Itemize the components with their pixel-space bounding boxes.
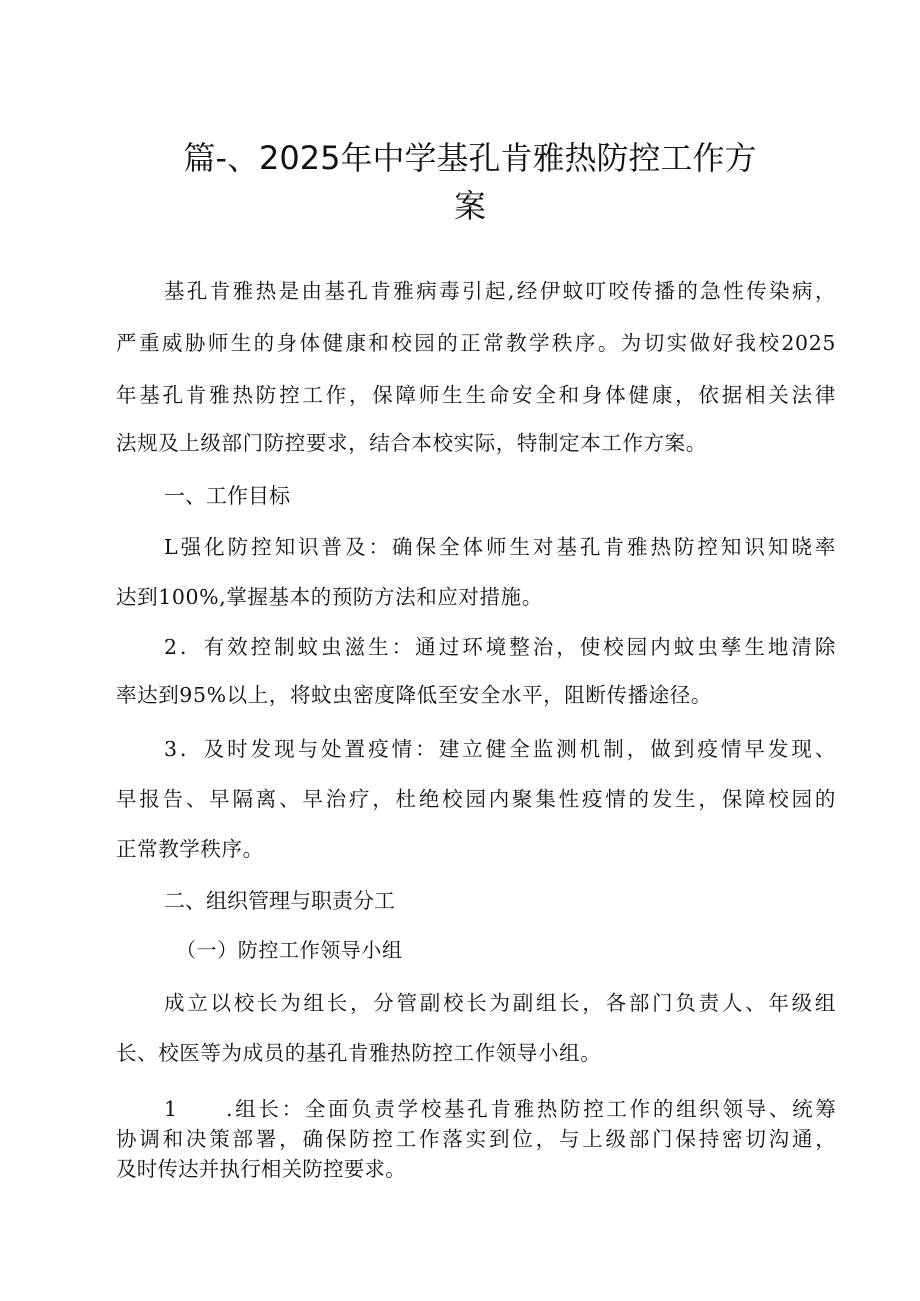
section-heading-goals: 一、工作目标 [164,484,290,508]
leader-line-3: 及时传达并执行相关防控要求。 [116,1157,406,1181]
intro-line-4: 法规及上级部门防控要求，结合本校实际，特制定本工作方案。 [116,431,707,455]
goal2-line-2: 率达到95%以上，将蚊虫密度降低至安全水平，阻断传播途径。 [116,683,712,707]
intro-line-1: 基孔肯雅热是由基孔肯雅病毒引起,经伊蚊叮咬传播的急性传染病， [164,279,836,303]
goal2-line-1: 2．有效控制蚊虫滋生：通过环境整治，使校园内蚊虫孳生地清除 [164,635,836,659]
document-title-line1: 篇-、2025年中学基孔肯雅热防控工作方 [183,139,757,177]
document-title-line2: 案 [453,187,486,225]
subsection-heading-leading-group: （一）防控工作领导小组 [176,938,403,962]
leader-item-number: 1 [164,1097,178,1121]
group-desc-line-2: 长、校医等为成员的基孔肯雅热防控工作领导小组。 [116,1041,602,1065]
goal3-line-1: 3．及时发现与处置疫情：建立健全监测机制，做到疫情早发现、 [164,737,836,761]
intro-line-3: 年基孔肯雅热防控工作，保障师生生命安全和身体健康，依据相关法律 [116,383,836,407]
leader-line-2: 协调和决策部署，确保防控工作落实到位，与上级部门保持密切沟通， [116,1127,836,1151]
section-heading-organization: 二、组织管理与职责分工 [164,889,395,913]
goal3-line-2: 早报告、早隔离、早治疗，杜绝校园内聚集性疫情的发生，保障校园的 [116,787,836,811]
goal1-line-1: L强化防控知识普及：确保全体师生对基孔肯雅热防控知识知晓率 [164,535,836,559]
leader-line-1: .组长：全面负责学校基孔肯雅热防控工作的组织领导、统筹 [226,1097,836,1121]
group-desc-line-1: 成立以校长为组长，分管副校长为副组长，各部门负责人、年级组 [164,991,836,1015]
goal1-line-2: 达到100%,掌握基本的预防方法和应对措施。 [116,585,543,609]
intro-line-2: 严重威胁师生的身体健康和校园的正常教学秩序。为切实做好我校2025 [116,331,836,355]
goal3-line-3: 正常教学秩序。 [116,837,264,861]
